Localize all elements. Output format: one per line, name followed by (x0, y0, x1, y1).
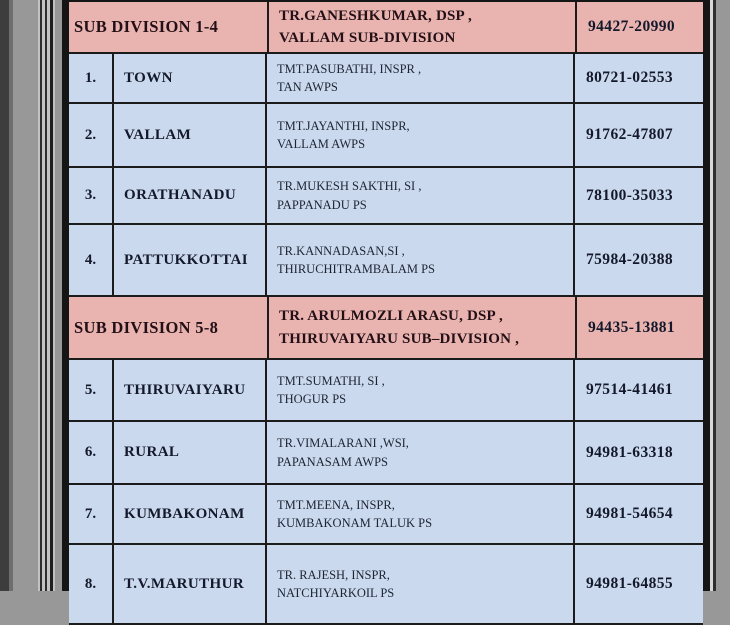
station-name-cell (114, 360, 267, 420)
officer-name-line: TR. RAJESH, INSPR, (277, 567, 390, 582)
station-name-cell (114, 54, 267, 102)
serial-number: 6. (84, 444, 97, 460)
page-spine-line (50, 0, 53, 591)
phone-number: 91762-47807 (586, 126, 674, 143)
officer-name-line: TR. ARULMOZLI ARASU, DSP , (279, 308, 503, 324)
phone-cell (575, 422, 703, 483)
phone-cell (575, 360, 703, 420)
officer-station-line: KUMBAKONAM TALUK PS (277, 516, 433, 530)
officer-name-line: TR.KANNADASAN,SI , (277, 243, 405, 258)
serial-number: 3. (84, 187, 97, 203)
officer-station-line: PAPANASAM AWPS (277, 454, 388, 469)
page-right-edge-line (713, 0, 716, 591)
scanned-page (62, 0, 710, 600)
station-name-cell (114, 168, 267, 223)
page-edge-fade (9, 0, 13, 591)
serial-number-cell (69, 104, 114, 166)
officer-cell (267, 54, 575, 102)
officer-cell (267, 422, 575, 483)
division-officer-cell (269, 297, 577, 358)
phone-cell (575, 485, 703, 543)
serial-number-cell (69, 422, 114, 483)
officer-cell (267, 225, 575, 295)
serial-number-cell (69, 168, 114, 223)
officer-cell (267, 104, 575, 166)
officer-station-line: NATCHIYARKOIL PS (277, 586, 395, 600)
officer-station-line: TAN AWPS (277, 80, 338, 94)
station-name: VALLAM (124, 126, 192, 143)
officer-station-line: THIRUCHITRAMBALAM PS (277, 262, 436, 276)
serial-number: 4. (84, 251, 97, 268)
serial-number: 7. (84, 505, 97, 522)
phone-cell (577, 2, 703, 52)
station-row (69, 225, 703, 297)
phone-number: 94981-64855 (586, 575, 674, 592)
phone-number: 97514-41461 (586, 381, 674, 398)
division-label-cell (69, 297, 269, 358)
officer-name-line: TR.MUKESH SAKTHI, SI , (277, 179, 422, 194)
division-officer-cell (269, 2, 577, 52)
station-name: KUMBAKONAM (124, 505, 245, 522)
station-name: PATTUKKOTTAI (124, 251, 248, 268)
serial-number-cell (69, 225, 114, 295)
phone-cell (575, 168, 703, 223)
phone-number: 75984-20388 (586, 251, 674, 268)
division-label: SUB DIVISION 5-8 (74, 317, 219, 337)
station-name-cell (114, 422, 267, 483)
station-name-cell (114, 225, 267, 295)
division-header-row (69, 297, 703, 360)
division-label: SUB DIVISION 1-4 (74, 17, 219, 36)
officer-name-line: TMT.MEENA, INSPR, (277, 497, 395, 512)
officer-station-line: THOGUR PS (277, 392, 347, 406)
officer-cell (267, 360, 575, 420)
officer-cell (267, 485, 575, 543)
division-label-cell (69, 2, 269, 52)
phone-number: 94427-20990 (588, 18, 676, 35)
station-name: ORATHANADU (124, 187, 237, 203)
phone-number: 78100-35033 (586, 186, 674, 204)
page-spine-line (40, 0, 42, 591)
phone-number: 94981-54654 (586, 505, 674, 522)
officer-station-line: PAPPANADU PS (277, 197, 367, 212)
station-name: TOWN (124, 69, 173, 86)
page-spine-line (45, 0, 47, 591)
serial-number-cell (69, 545, 114, 623)
police-contact-table (69, 0, 703, 625)
officer-cell (267, 545, 575, 623)
serial-number: 5. (84, 381, 97, 398)
station-row (69, 485, 703, 545)
station-name-cell (114, 545, 267, 623)
serial-number-cell (69, 360, 114, 420)
officer-name-line: TMT.SUMATHI, SI , (277, 373, 385, 388)
phone-cell (575, 225, 703, 295)
officer-station-line: VALLAM AWPS (277, 137, 366, 151)
phone-cell (575, 545, 703, 623)
officer-name-line: TMT.JAYANTHI, INSPR, (277, 118, 410, 133)
station-row (69, 360, 703, 422)
phone-cell (575, 54, 703, 102)
officer-name-line: TR.VIMALARANI ,WSI, (277, 436, 409, 451)
serial-number-cell (69, 485, 114, 543)
station-row (69, 168, 703, 225)
serial-number-cell (69, 54, 114, 102)
page-edge-shadow (0, 0, 9, 591)
phone-cell (577, 297, 703, 358)
station-row (69, 54, 703, 104)
serial-number: 8. (84, 575, 97, 592)
officer-station-line: THIRUVAIYARU SUB–DIVISION , (279, 330, 520, 347)
station-name: THIRUVAIYARU (124, 381, 246, 398)
phone-cell (575, 104, 703, 166)
phone-number: 80721-02553 (586, 69, 674, 86)
division-header-row (69, 2, 703, 54)
serial-number: 1. (84, 69, 97, 86)
station-name: RURAL (124, 444, 180, 460)
officer-station-line: VALLAM SUB-DIVISION (279, 30, 456, 46)
officer-name-line: TR.GANESHKUMAR, DSP , (279, 7, 472, 24)
station-name-cell (114, 485, 267, 543)
officer-cell (267, 168, 575, 223)
phone-number: 94981-63318 (586, 443, 674, 461)
serial-number: 2. (84, 126, 97, 143)
station-name-cell (114, 104, 267, 166)
phone-number: 94435-13881 (588, 318, 676, 336)
officer-name-line: TMT.PASUBATHI, INSPR , (277, 61, 422, 76)
station-row (69, 422, 703, 485)
station-row (69, 545, 703, 625)
station-row (69, 104, 703, 168)
station-name: T.V.MARUTHUR (124, 575, 245, 592)
